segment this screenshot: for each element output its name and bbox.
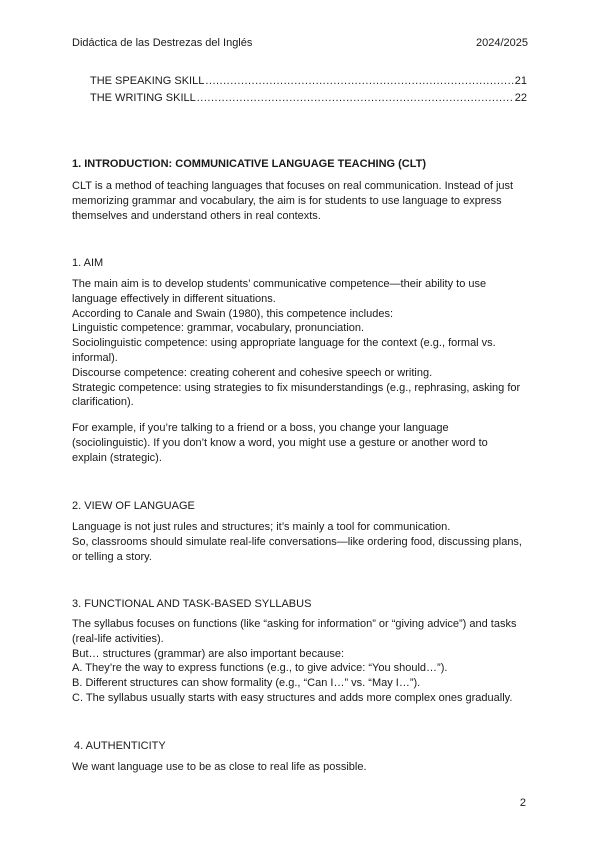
paragraph-line: CLT is a method of teaching languages that focuses on real communication. Instead of just [72, 180, 514, 192]
toc-entry-page: 21 [514, 75, 527, 87]
paragraph-line: So, classrooms should simulate real-life conversations—like ordering food, discussing plans, [72, 535, 522, 548]
intro-paragraph [72, 179, 532, 223]
view-paragraph [72, 520, 532, 564]
paragraph-line: or telling a story. [72, 550, 152, 563]
toc-entry-title: THE SPEAKING SKILL [90, 75, 205, 87]
paragraph-line: According to Canale and Swain (1980), this competence includes: [72, 307, 394, 320]
authenticity-paragraph [72, 760, 532, 775]
paragraph-line: The syllabus focuses on functions (like “asking for information” or “giving advice”) and tasks [72, 618, 517, 630]
section-heading-aim: 1. AIM [72, 257, 104, 269]
aim-example-paragraph [72, 421, 532, 465]
paragraph-line: (sociolinguistic). If you don’t know a word, you might use a gesture or another word to [72, 436, 488, 449]
paragraph-line: Discourse competence: creating coherent and cohesive speech or writing. [72, 366, 433, 379]
paragraph-line: Strategic competence: using strategies to fix misunderstandings (e.g., rephrasing, asking for [72, 381, 521, 394]
section-heading-view-of-language: 2. VIEW OF LANGUAGE [72, 500, 195, 512]
syllabus-paragraph [72, 617, 532, 706]
toc-leader-dots [205, 75, 513, 87]
toc-entry[interactable] [90, 75, 527, 87]
paragraph-line: C. The syllabus usually starts with easy structures and adds more complex ones gradually. [72, 691, 513, 704]
toc-entry-page: 22 [514, 92, 527, 104]
paragraph-line: A. They’re the way to express functions (e.g., to give advice: “You should…”). [72, 662, 448, 675]
paragraph-line: (real-life activities). [72, 632, 164, 645]
toc-entry-title: THE WRITING SKILL [90, 92, 196, 104]
paragraph-line: informal). [72, 351, 118, 364]
section-heading-introduction: 1. INTRODUCTION: COMMUNICATIVE LANGUAGE TEACHING (CLT) [72, 158, 427, 170]
paragraph-line: The main aim is to develop students’ communicative competence—their ability to use [72, 278, 487, 290]
paragraph-line: themselves and understand others in real contexts. [72, 209, 321, 222]
section-heading-syllabus: 3. FUNCTIONAL AND TASK-BASED SYLLABUS [72, 598, 312, 610]
paragraph-line: Language is not just rules and structures; it’s mainly a tool for communication. [72, 521, 451, 533]
running-header-title: Didáctica de las Destrezas del Inglés [72, 37, 253, 49]
section-heading-authenticity: 4. AUTHENTICITY [74, 740, 166, 752]
aim-paragraph [72, 277, 532, 410]
toc-leader-dots [197, 92, 514, 104]
paragraph-line: We want language use to be as close to real life as possible. [72, 761, 367, 773]
paragraph-line: clarification). [72, 396, 134, 409]
paragraph-line: But… structures (grammar) are also important because: [72, 647, 345, 660]
paragraph-line: Sociolinguistic competence: using appropriate language for the context (e.g., formal vs. [72, 337, 496, 350]
paragraph-line: For example, if you’re talking to a friend or a boss, you change your language [72, 422, 449, 434]
paragraph-line: explain (strategic). [72, 451, 162, 464]
paragraph-line: language effectively in different situations. [72, 292, 276, 305]
paragraph-line: B. Different structures can show formality (e.g., “Can I…” vs. “May I…”). [72, 677, 421, 690]
running-header-year: 2024/2025 [476, 37, 528, 49]
toc-entry[interactable] [90, 92, 527, 104]
page-number: 2 [519, 797, 526, 809]
paragraph-line: Linguistic competence: grammar, vocabulary, pronunciation. [72, 322, 365, 335]
paragraph-line: memorizing grammar and vocabulary, the aim is for students to use language to express [72, 194, 502, 207]
